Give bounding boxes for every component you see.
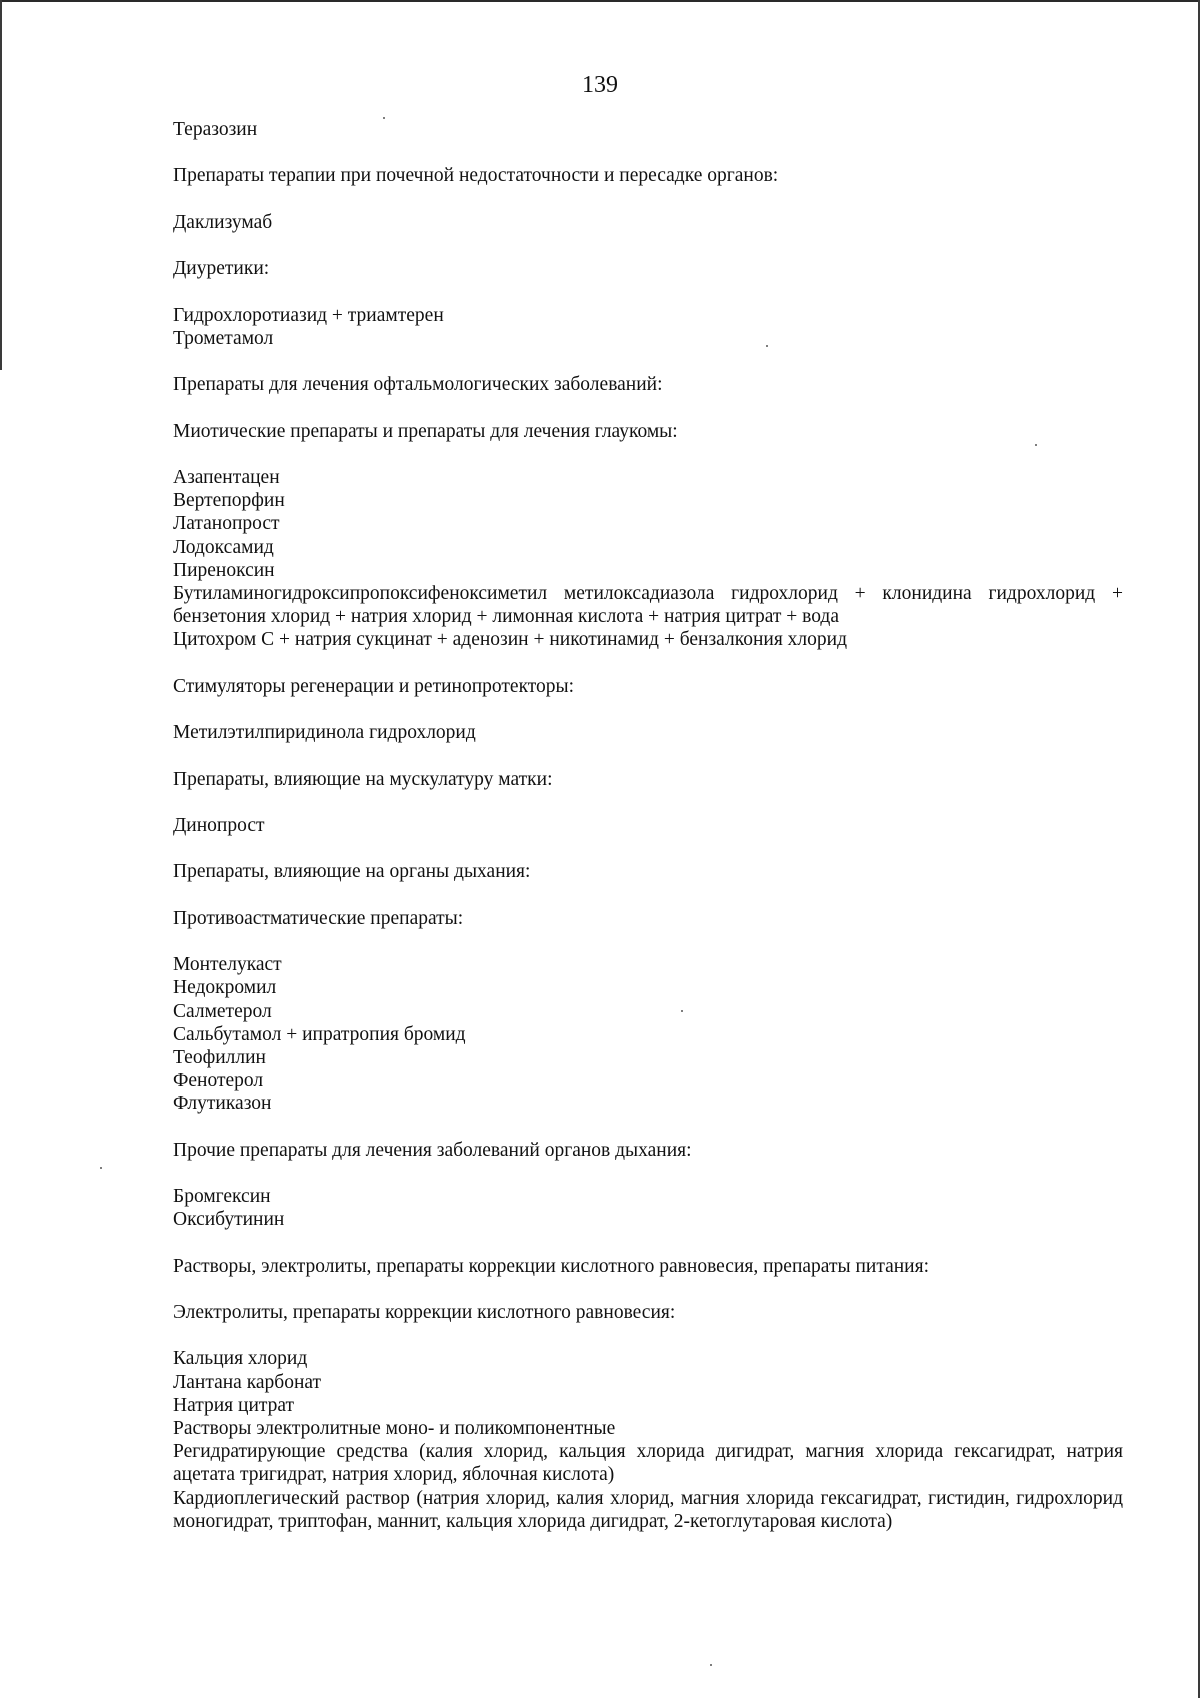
drug-item: Азапентацен xyxy=(173,466,280,488)
drug-item: Монтелукаст xyxy=(173,954,282,976)
drug-item: Недокромил xyxy=(173,977,277,999)
drug-item: Салметерол xyxy=(173,1000,272,1022)
page-number: 139 xyxy=(582,72,618,98)
drug-item: Теразозин xyxy=(173,119,258,140)
drug-item: Фенотерол xyxy=(173,1070,264,1092)
drug-item: Оксибутинин xyxy=(173,1209,285,1231)
drug-item: Пиреноксин xyxy=(173,559,275,581)
section-heading: Препараты, влияющие на мускулатуру матки: xyxy=(173,768,553,790)
drug-item: Бромгексин xyxy=(173,1186,271,1208)
drug-item: Лантана карбонат xyxy=(173,1371,322,1393)
drug-item: Кардиоплегический раствор (натрия хлорид, калия хлорид, магния хлорида гексагидрат, гистидин, гидрохлорид моногидрат, триптофан, маннит, кальция хлорида дигидрат, 2-кетоглутаровая кислота) xyxy=(173,1487,1123,1532)
subsection-heading: Миотические препараты и препараты для лечения глаукомы: xyxy=(173,420,678,442)
drug-item: Сальбутамол + ипратропия бромид xyxy=(173,1023,466,1045)
subsection-heading: Электролиты, препараты коррекции кислотного равновесия: xyxy=(173,1302,676,1324)
drug-item: Даклизумаб xyxy=(173,211,273,233)
scan-speck xyxy=(710,1664,712,1666)
drug-item: Теофиллин xyxy=(173,1046,266,1068)
scan-border-top xyxy=(0,0,1200,2)
drug-item: Натрия цитрат xyxy=(173,1394,295,1416)
document-body xyxy=(173,118,1123,1533)
scan-border-left xyxy=(0,0,2,370)
drug-item: Регидратирующие средства (калия хлорид, кальция хлорида дигидрат, магния хлорида гексагидрат, натрия ацетата тригидрат, натрия хлорид, яблочная кислота) xyxy=(173,1441,1123,1486)
section-heading: Препараты для лечения офтальмологических заболеваний: xyxy=(173,374,663,396)
drug-item: Гидрохлоротиазид + триамтерен xyxy=(173,304,444,326)
section-heading: Препараты, влияющие на органы дыхания: xyxy=(173,861,531,883)
drug-item: Флутиказон xyxy=(173,1093,272,1115)
drug-item: Латанопрост xyxy=(173,513,280,535)
section-heading: Диуретики: xyxy=(173,258,270,280)
drug-item: Бутиламиногидроксипропоксифеноксиметил метилоксадиазола гидрохлорид + клонидина гидрохлорид + бензетония хлорид + натрия хлорид + лимонная кислота + натрия цитрат + вода xyxy=(173,582,1123,628)
drug-item: Лодоксамид xyxy=(173,536,274,558)
drug-item: Метилэтилпиридинола гидрохлорид xyxy=(173,722,476,744)
section-heading: Растворы, электролиты, препараты коррекции кислотного равновесия, препараты питания: xyxy=(173,1255,929,1277)
drug-item: Цитохром С + натрия сукцинат + аденозин + никотинамид + бензалкония хлорид xyxy=(173,629,847,651)
drug-item: Трометамол xyxy=(173,327,274,349)
scan-speck xyxy=(100,1167,102,1169)
drug-item: Кальция хлорид xyxy=(173,1348,308,1370)
drug-item: Растворы электролитные моно- и поликомпонентные xyxy=(173,1418,616,1440)
subsection-heading: Стимуляторы регенерации и ретинопротекторы: xyxy=(173,675,575,697)
subsection-heading: Противоастматические препараты: xyxy=(173,907,464,929)
subsection-heading: Прочие препараты для лечения заболеваний органов дыхания: xyxy=(173,1139,692,1161)
section-heading: Препараты терапии при почечной недостаточности и пересадке органов: xyxy=(173,165,779,187)
drug-item: Динопрост xyxy=(173,814,265,836)
drug-item: Вертепорфин xyxy=(173,490,285,512)
